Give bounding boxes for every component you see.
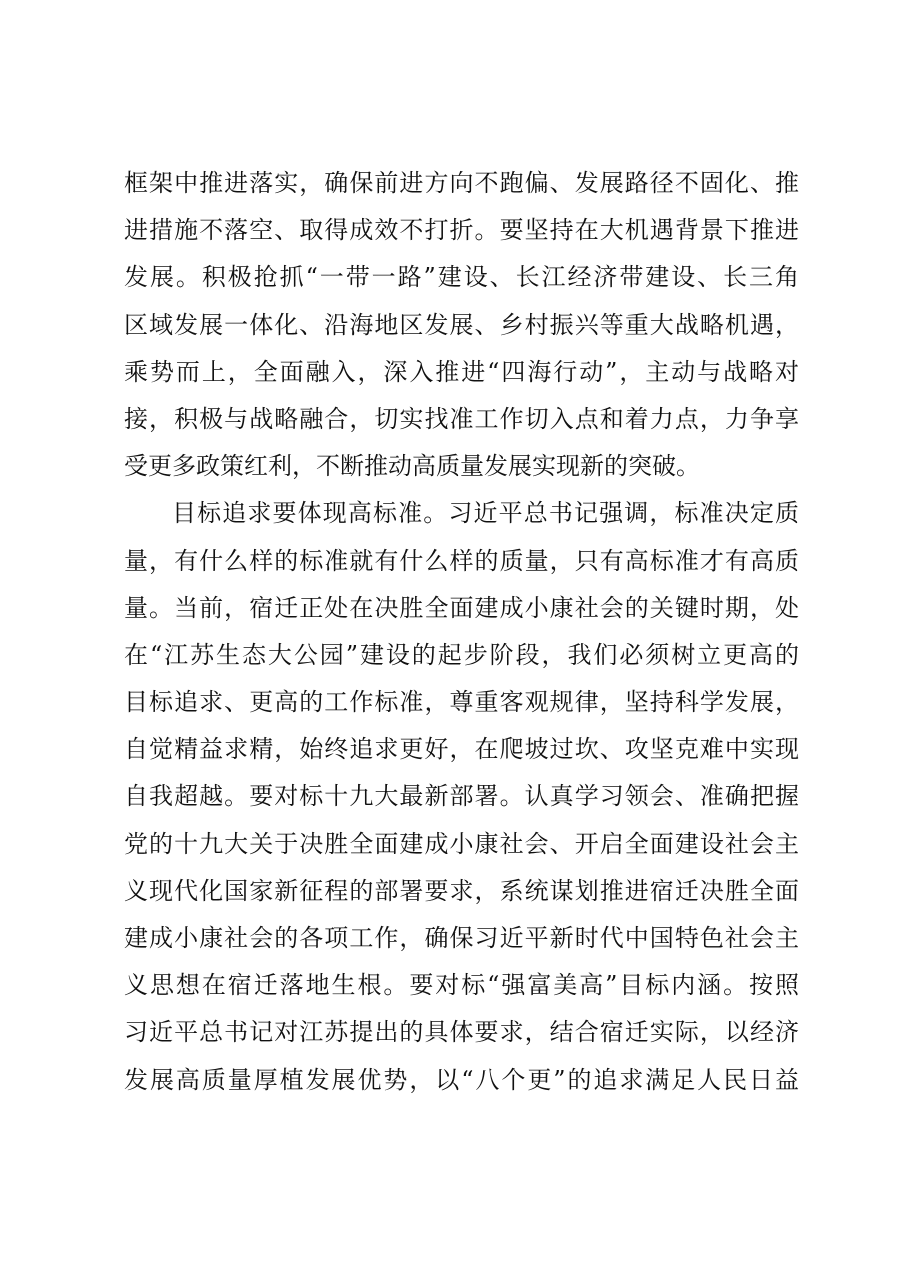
text-line: 区域发展一体化、沿海地区发展、乡村振兴等重大战略机遇，	[124, 310, 799, 339]
paragraph-first-line: 目标追求要体现高标准。习近平总书记强调，标准决定质	[172, 499, 799, 528]
text-line: 自我超越。要对标十九大最新部署。认真学习领会、准确把握	[124, 782, 799, 811]
text-line: 在“江苏生态大公园”建设的起步阶段，我们必须树立更高的	[124, 640, 799, 669]
text-line: 量，有什么样的标准就有什么样的质量，只有高标准才有高质	[124, 546, 799, 575]
text-line: 接，积极与战略融合，切实找准工作切入点和着力点，力争享	[124, 404, 799, 433]
text-line: 习近平总书记对江苏提出的具体要求，结合宿迁实际，以经济	[124, 1018, 799, 1047]
text-line: 义现代化国家新征程的部署要求，系统谋划推进宿迁决胜全面	[124, 876, 799, 905]
text-line: 自觉精益求精，始终追求更好，在爬坡过坎、攻坚克难中实现	[124, 735, 799, 764]
text-line: 受更多政策红利，不断推动高质量发展实现新的突破。	[124, 452, 700, 481]
text-line: 发展高质量厚植发展优势，以“八个更”的追求满足人民日益	[124, 1065, 799, 1094]
text-line: 进措施不落空、取得成效不打折。要坚持在大机遇背景下推进	[124, 216, 799, 245]
text-line: 框架中推进落实，确保前进方向不跑偏、发展路径不固化、推	[124, 169, 799, 197]
text-line: 发展。积极抢抓“一带一路”建设、长江经济带建设、长三角	[124, 263, 799, 292]
text-line: 建成小康社会的各项工作，确保习近平新时代中国特色社会主	[124, 924, 799, 952]
text-line: 量。当前，宿迁正处在决胜全面建成小康社会的关键时期，处	[124, 593, 799, 622]
text-line: 乘势而上，全面融入，深入推进“四海行动”，主动与战略对	[124, 357, 799, 386]
body-text	[124, 160, 799, 1104]
text-line: 目标追求、更高的工作标准，尊重客观规律，坚持科学发展，	[124, 688, 799, 717]
text-line: 义思想在宿迁落地生根。要对标“强富美高”目标内涵。按照	[124, 971, 799, 1000]
text-line: 党的十九大关于决胜全面建成小康社会、开启全面建设社会主	[124, 829, 799, 858]
